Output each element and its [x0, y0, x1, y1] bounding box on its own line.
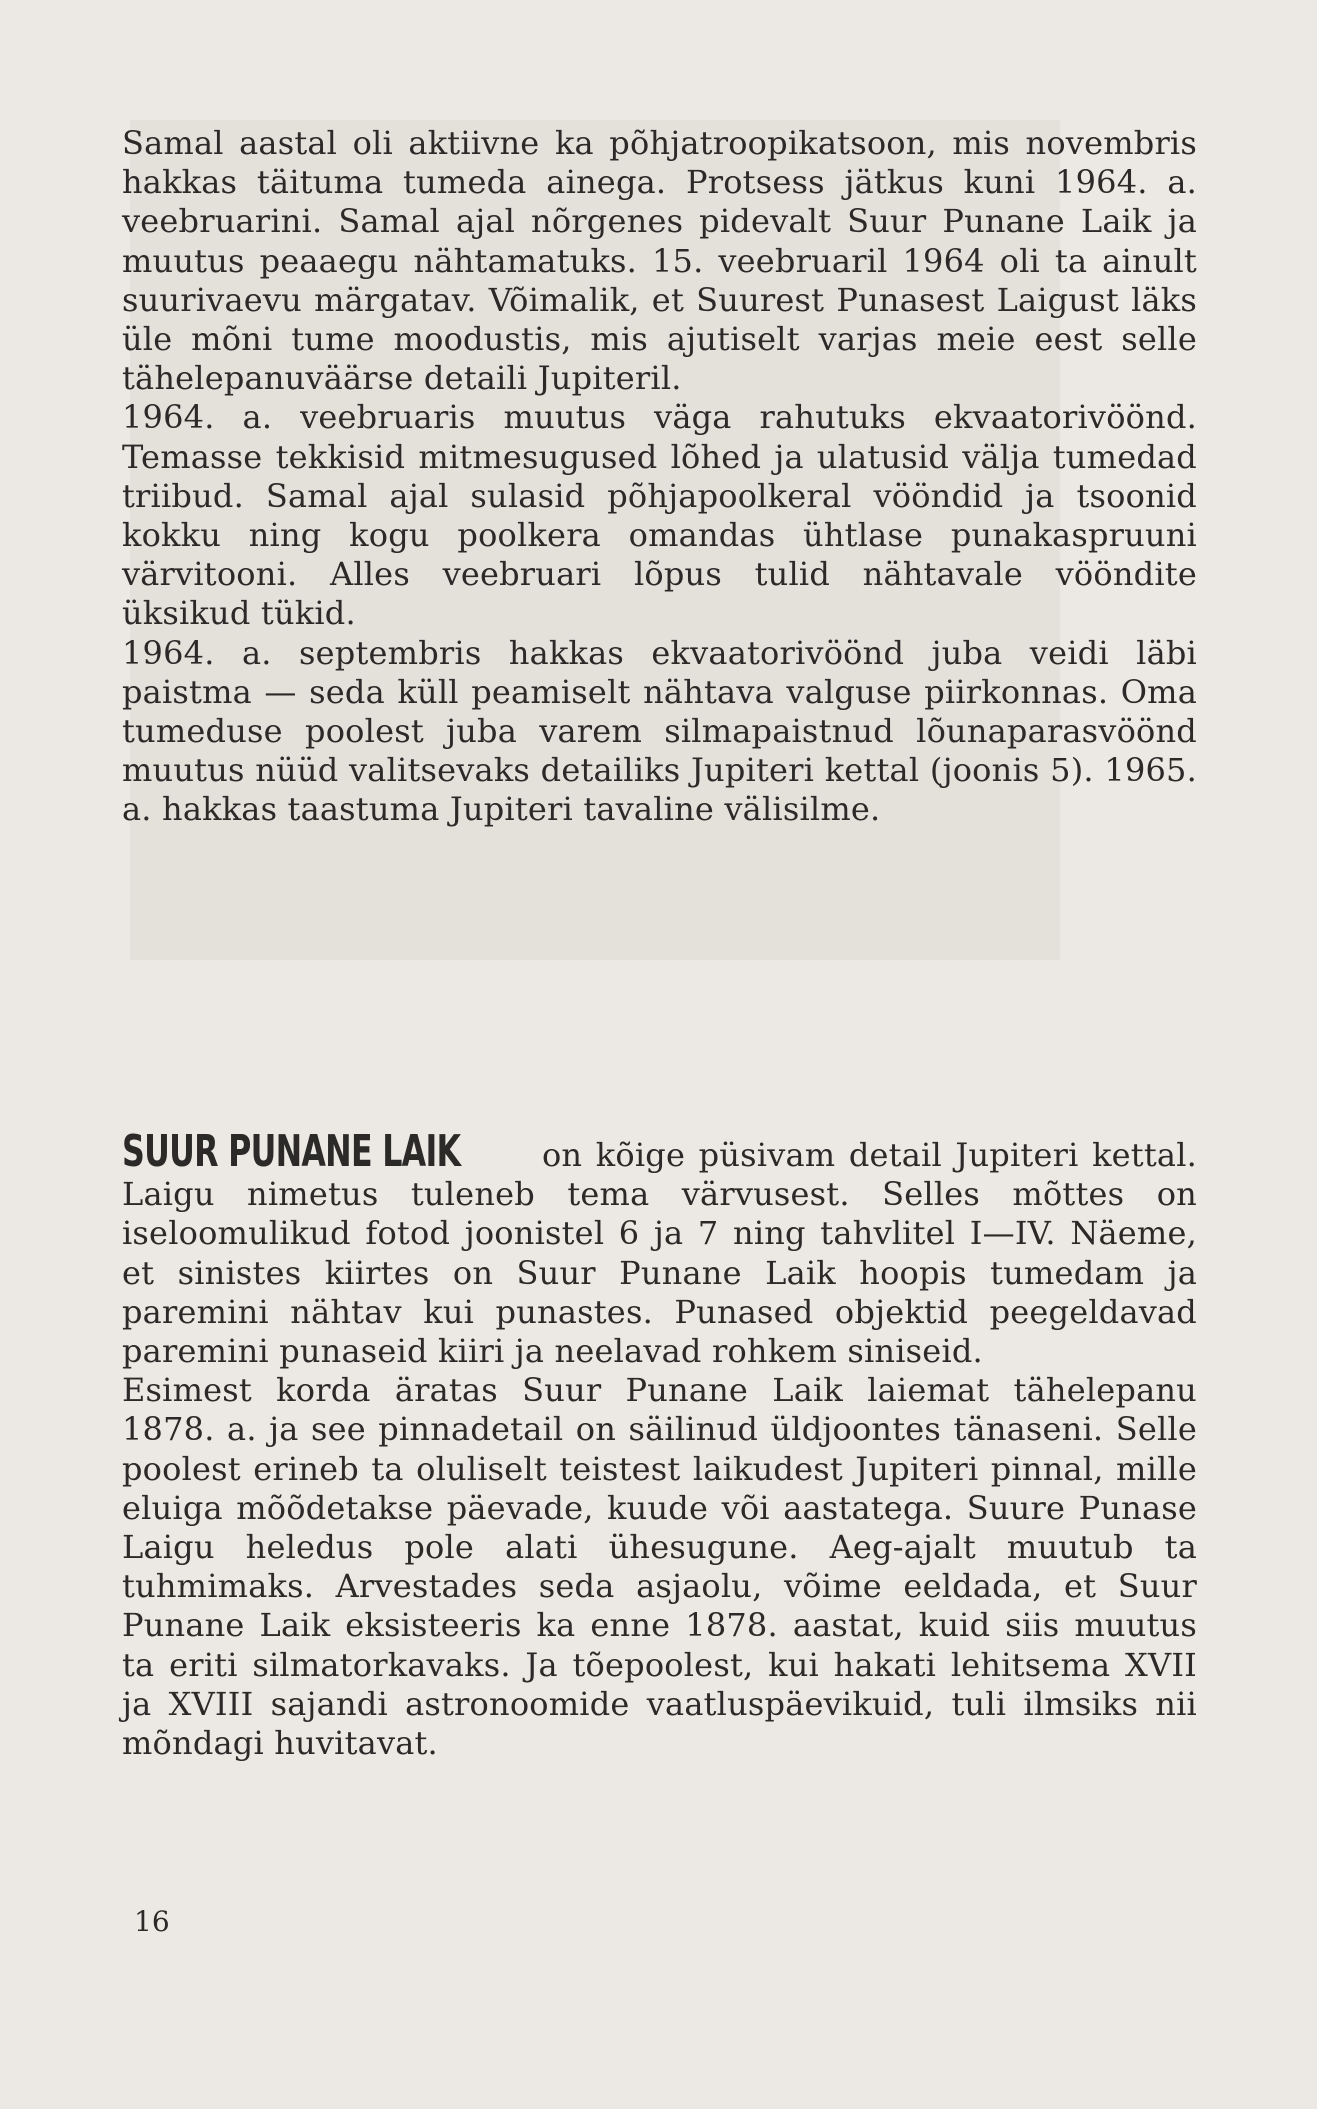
top-text-block: [122, 124, 1197, 830]
paragraph-september-1964: 1964. a. septembris hakkas ekvaatorivöönd juba veidi läbi paistma — seda küll peamiselt nähtava valguse piirkonnas. Oma tumeduse poolest juba varem silmapaistnud lõunaparasvöönd muutus nüüd valitsevaks detailiks Jupiteri kettal (joonis 5). 1965. a. hakkas taastuma Jupiteri tavaline välisilme.: [122, 633, 1197, 829]
section-first-paragraph: [122, 1126, 1197, 1371]
paragraph-tropical-zone: Samal aastal oli aktiivne ka põhjatroopikatsoon, mis novembris hakkas täituma tumeda ainega. Protsess jätkus kuni 1964. a. veebruarini. Samal ajal nõrgenes pidevalt Suur Punane Laik ja muutus peaaegu nähtamatuks. 15. veebruaril 1964 oli ta ainult suurivaevu märgatav. Võimalik, et Suurest Punasest Laigust läks üle mõni tume moodustis, mis ajutiselt varjas meie eest selle tähelepanuväärse detaili Jupiteril.: [122, 124, 1197, 398]
section-second-paragraph: Esimest korda äratas Suur Punane Laik laiemat tähelepanu 1878. a. ja see pinnadetail on säilinud üldjoontes tänaseni. Selle poolest erineb ta oluliselt teistest laikudest Jupiteri pinnal, mille eluiga mõõdetakse päevade, kuude või aastatega. Suure Punase Laigu heledus pole alati ühesugune. Aeg-ajalt muutub ta tuhmimaks. Arvestades seda asjaolu, võime eeldada, et Suur Punane Laik eksisteeris ka enne 1878. aastat, kuid siis muutus ta eriti silmatorkavaks. Ja tõepoolest, kui hakati lehitsema XVII ja XVIII sajandi astronoomide vaatluspäevikuid, tuli ilmsiks nii mõndagi huvitavat.: [122, 1371, 1197, 1763]
section-great-red-spot: [122, 1126, 1197, 1763]
section-first-paragraph-text: on kõige püsivam detail Jupiteri kettal. Laigu nimetus tuleneb tema värvusest. Selles mõttes on iseloomulikud fotod joonistel 6 ja 7 ning tahvlitel I—IV. Näeme, et sinistes kiirtes on Suur Punane Laik hoopis tumedam ja paremini nähtav kui punastes. Punased objektid peegeldavad paremini punaseid kiiri ja neelavad rohkem siniseid.: [122, 1136, 1197, 1371]
section-heading: SUUR PUNANE LAIK: [122, 1126, 461, 1177]
page-number: 16: [134, 1905, 170, 1938]
paragraph-equatorial-belt: 1964. a. veebruaris muutus väga rahutuks ekvaatorivöönd. Temasse tekkisid mitmesugused lõhed ja ulatusid välja tumedad triibud. Samal ajal sulasid põhjapoolkeral vööndid ja tsoonid kokku ning kogu poolkera omandas ühtlase punakaspruuni värvitooni. Alles veebruari lõpus tulid nähtavale vööndite üksikud tükid.: [122, 398, 1197, 633]
